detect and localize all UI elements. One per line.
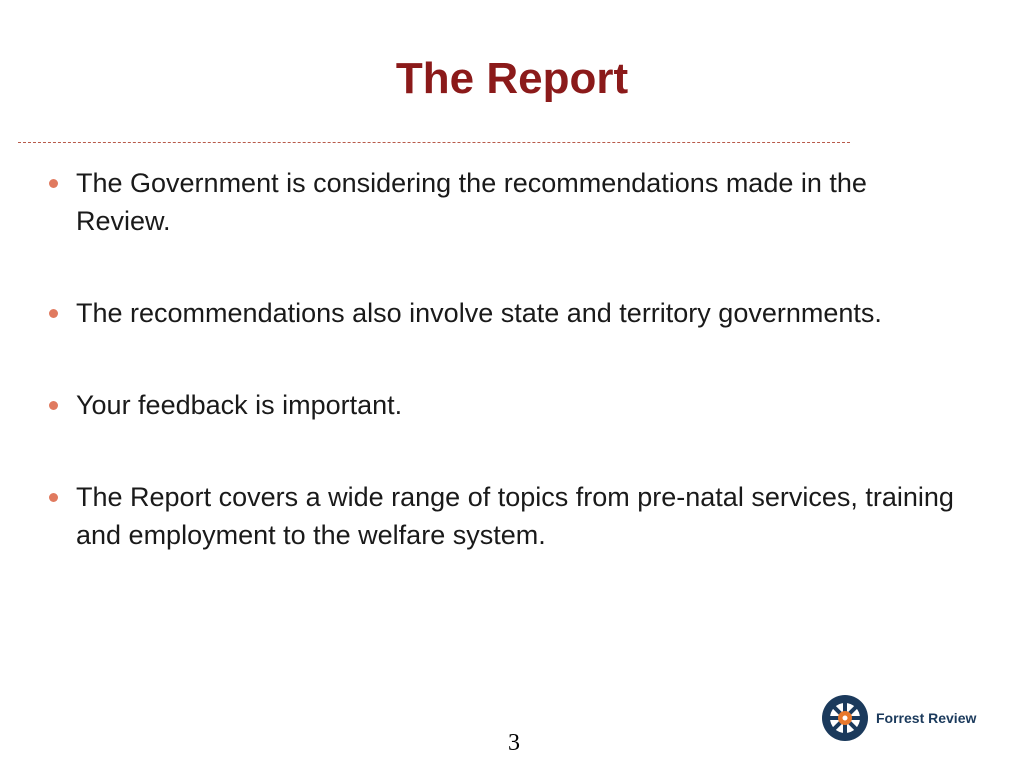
wheel-logo-icon	[820, 693, 870, 743]
bullet-list	[46, 164, 966, 608]
bullet-dot-icon	[49, 493, 58, 502]
bullet-item	[46, 478, 966, 554]
bullet-item	[46, 294, 966, 332]
bullet-dot-icon	[49, 309, 58, 318]
bullet-dot-icon	[49, 401, 58, 410]
logo-text: Forrest Review	[876, 710, 977, 726]
bullet-dot-icon	[49, 179, 58, 188]
bullet-text: The recommendations also involve state and territory governments.	[76, 298, 882, 328]
bullet-text: Your feedback is important.	[76, 390, 403, 420]
bullet-item	[46, 386, 966, 424]
slide-title: The Report	[395, 54, 629, 103]
bullet-text: The Government is considering the recommendations made in the Review.	[76, 168, 867, 236]
title-divider	[18, 142, 850, 143]
bullet-item	[46, 164, 966, 240]
forrest-review-logo	[820, 692, 976, 744]
page-number: 3	[508, 730, 520, 756]
bullet-text: The Report covers a wide range of topics from pre-natal services, training and employment to the welfare system.	[76, 482, 954, 550]
